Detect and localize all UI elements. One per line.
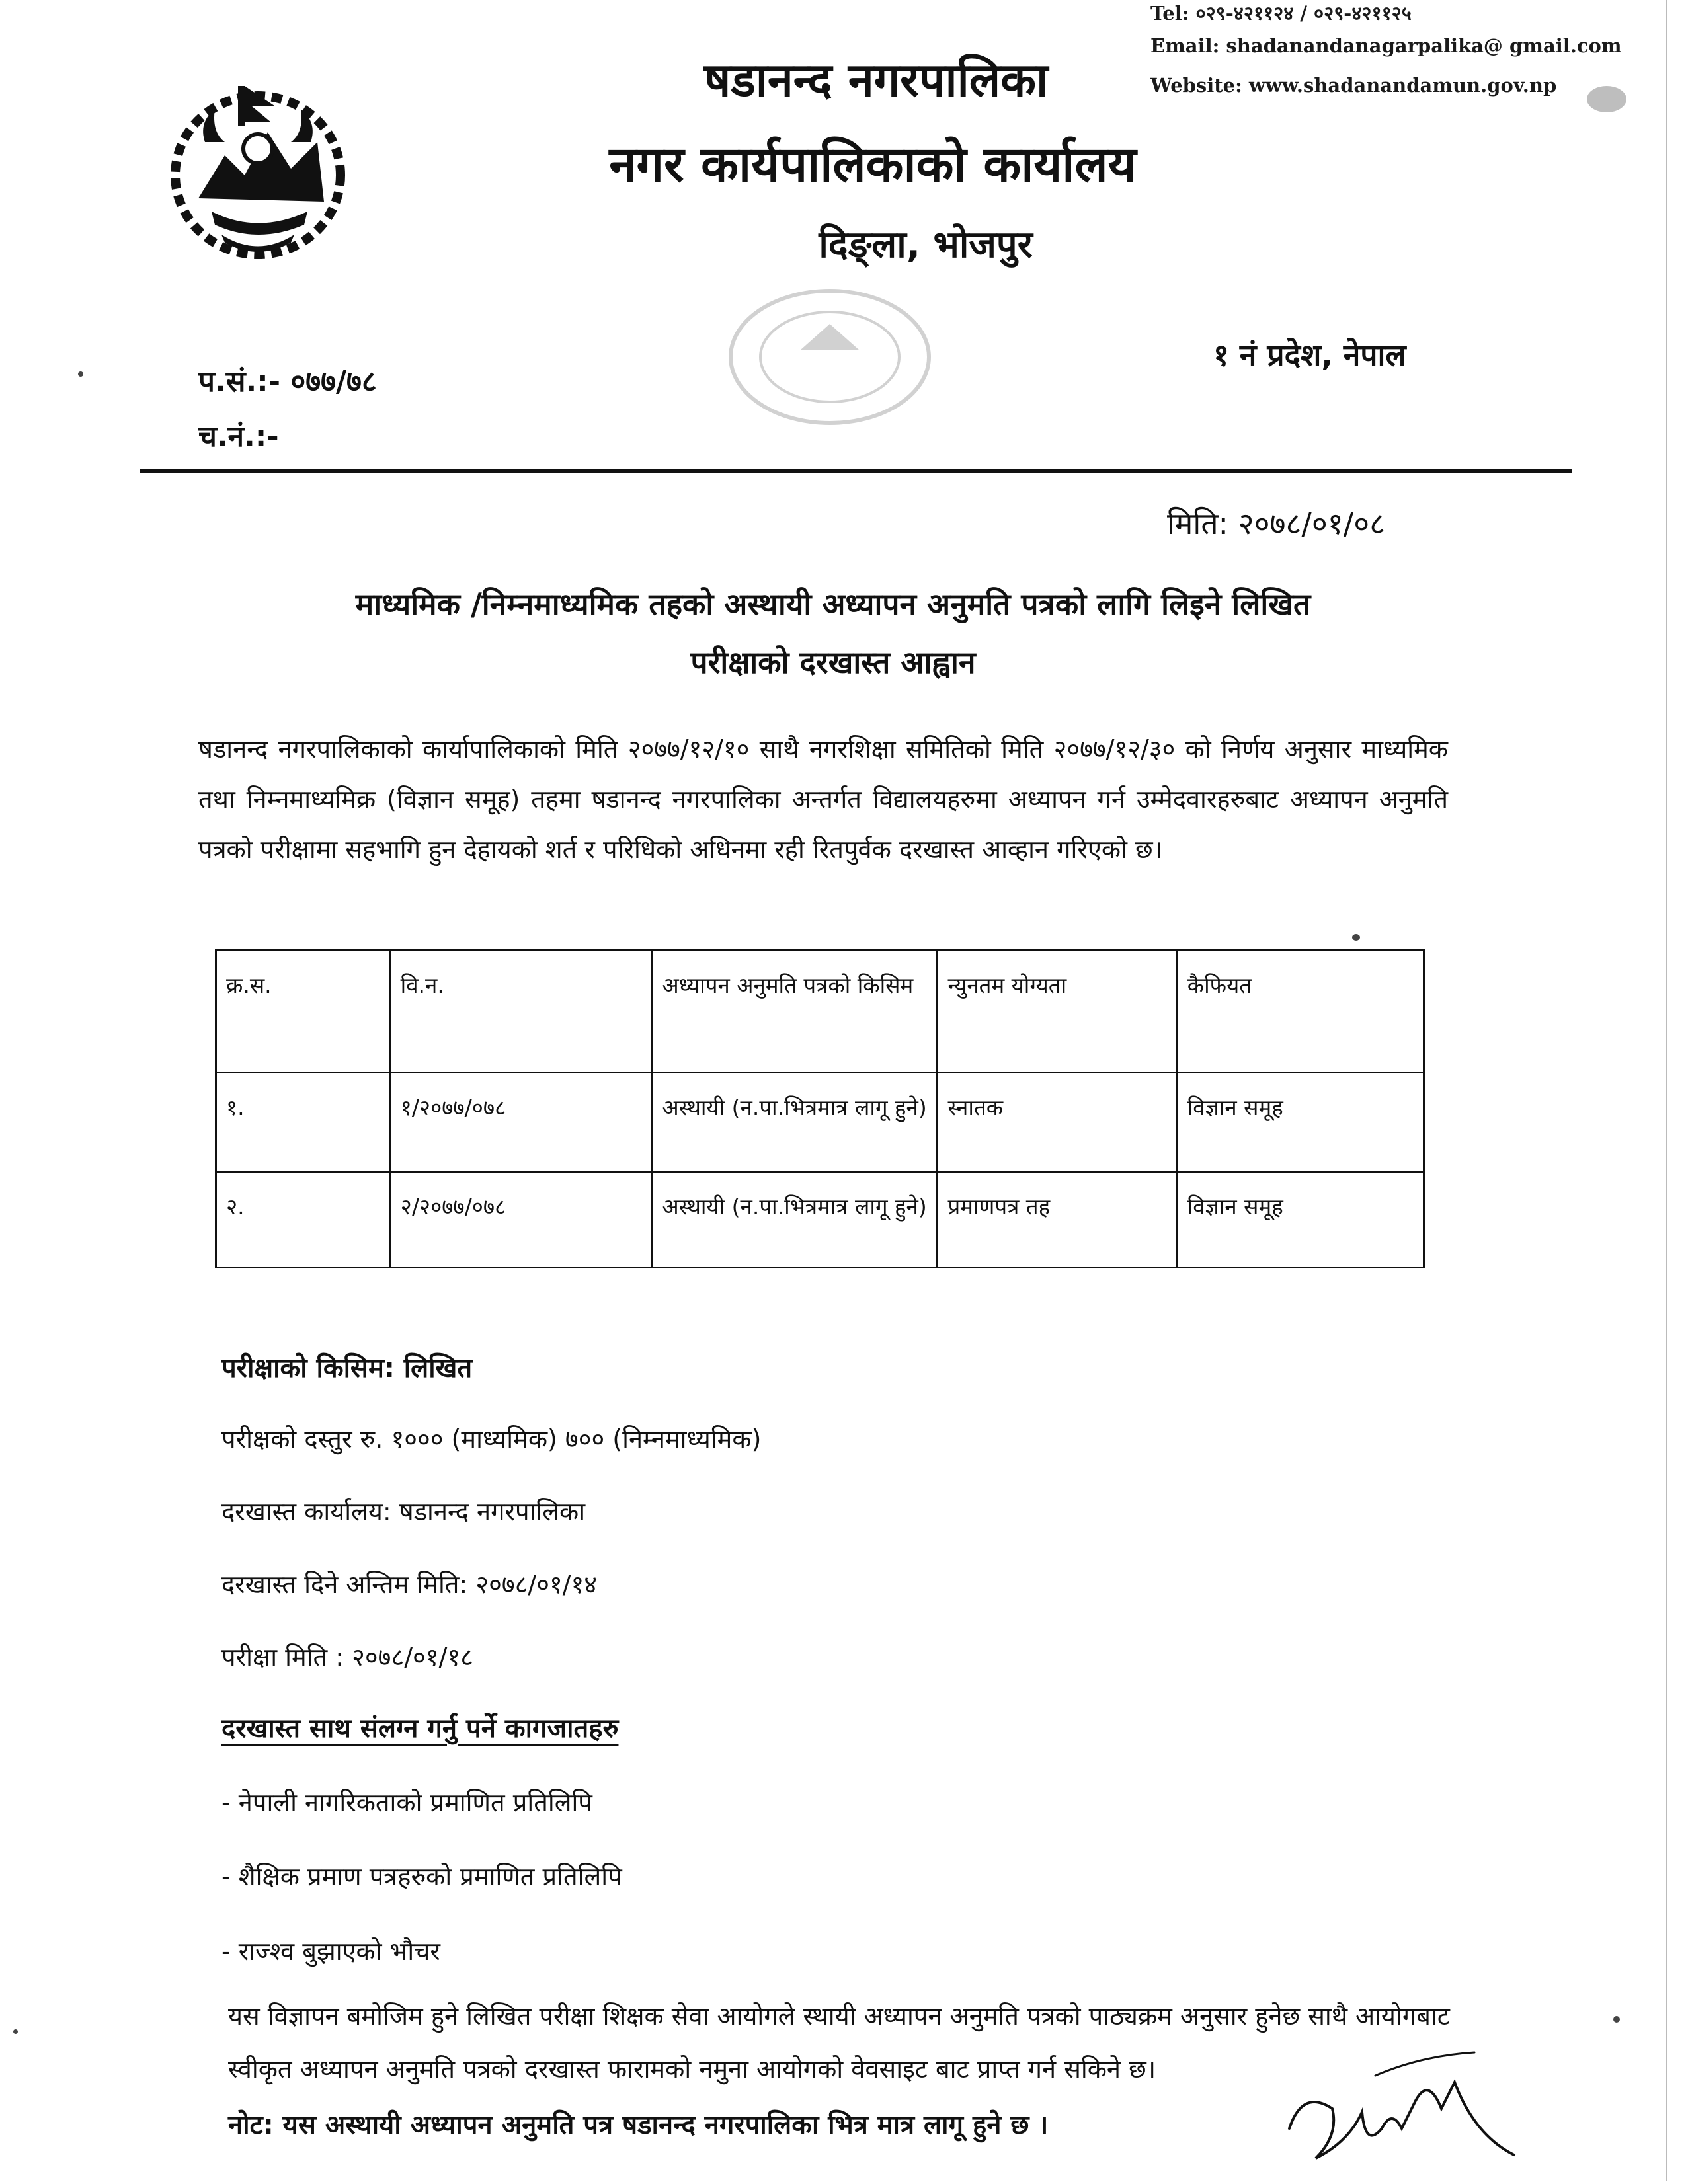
exam-fee: परीक्षको दस्तुर रु. १००० (माध्यमिक) ७०० (निम्नमाध्यमिक) bbox=[221, 1424, 762, 1454]
table-cell: स्नातक bbox=[938, 1073, 1177, 1172]
scan-speck bbox=[78, 371, 83, 377]
exam-date: परीक्षा मिति : २०७८/०१/१८ bbox=[221, 1643, 473, 1672]
header-divider bbox=[140, 469, 1572, 473]
notice-title-line1: माध्यमिक /निम्नमाध्यमिक तहको अस्थायी अध्यापन अनुमति पत्रको लागि लिइने लिखित bbox=[355, 586, 1311, 622]
application-deadline: दरखास्त दिने अन्तिम मिति: २०७८/०१/१४ bbox=[221, 1570, 598, 1599]
office-location: दिङ्ला, भोजपुर bbox=[819, 223, 1033, 266]
intro-paragraph: षडानन्द नगरपालिकाको कार्यापालिकाको मिति २०७७/१२/१० साथै नगरशिक्षा समितिको मिति २०७७/१२/३० को निर्णय अनुसार माध्यमिक तथा निम्नमाध्यमिक्र (विज्ञान समूह) तहमा षडानन्द नगरपालिका अन्तर्गत विद्यालयहरुमा अध्यापन गर्न उम्मेदवारहरुबाट अध्यापन अनुमति पत्रको परीक्षामा सहभागि हुन देहायको शर्त र परिधिको अधिनमा रही रितपुर्वक दरखास्त आव्हान गरिएको छ। bbox=[198, 734, 1448, 864]
scan-speck bbox=[1352, 934, 1360, 941]
table-cell: १/२०७७/०७८ bbox=[390, 1073, 652, 1172]
document-item: - शैक्षिक प्रमाण पत्रहरुको प्रमाणित प्रतिलिपि bbox=[221, 1862, 622, 1891]
table-cell: २/२०७७/०७८ bbox=[390, 1172, 652, 1268]
province-label: १ नं प्रदेश, नेपाल bbox=[1213, 337, 1406, 373]
nepal-emblem bbox=[159, 69, 357, 268]
contact-phone: Tel: ०२९-४२११२४ / ०२९-४२११२५ bbox=[1150, 2, 1412, 24]
office-name: नगर कार्यपालिकाको कार्यालय bbox=[609, 136, 1137, 193]
contact-website: Website: www.shadanandamun.gov.np bbox=[1150, 74, 1557, 97]
notice-date: मिति: २०७८/०१/०८ bbox=[1167, 506, 1386, 541]
table-cell: अस्थायी (न.पा.भित्रमात्र लागू हुने) bbox=[652, 1172, 938, 1268]
note-line: नोट: यस अस्थायी अध्यापन अनुमति पत्र षडानन्द नगरपालिका भित्र मात्र लागू हुने छ । bbox=[228, 2110, 1049, 2140]
header-cell: क्र.स. bbox=[216, 951, 391, 1073]
header-cell: कैफियत bbox=[1177, 951, 1424, 1073]
closing-paragraph: यस विज्ञापन बमोजिम हुने लिखित परीक्षा शिक्षक सेवा आयोगले स्थायी अध्यापन अनुमति पत्रको पाठ्यक्रम अनुसार हुनेछ साथै आयोगबाट स्वीकृत अध्यापन अनुमति पत्रको दरखास्त फारामको नमुना आयोगको वेवसाइट बाट प्राप्त गर्न सकिने छ। bbox=[228, 2002, 1450, 2084]
header-cell: वि.न. bbox=[390, 951, 652, 1073]
scan-edge-line bbox=[1666, 0, 1667, 2181]
reference-number: प.सं.:- ०७७/७८ bbox=[198, 365, 377, 399]
dispatch-number: च.नं.:- bbox=[198, 420, 279, 453]
header-cell: न्युनतम योग्यता bbox=[938, 951, 1177, 1073]
table-row bbox=[216, 1172, 1424, 1268]
contact-email: Email: shadanandanagarpalika@ gmail.com bbox=[1150, 34, 1622, 57]
exam-type: परीक्षाको किसिम: लिखित bbox=[221, 1353, 473, 1384]
scan-speck bbox=[13, 2029, 18, 2034]
document-item: - राज्श्व बुझाएको भौचर bbox=[221, 1937, 440, 1966]
table-header-row bbox=[216, 951, 1424, 1073]
notice-title-line2: परीक्षाको दरखास्त आह्वान bbox=[690, 644, 976, 680]
table-row bbox=[216, 1073, 1424, 1172]
scan-smudge bbox=[1587, 86, 1626, 112]
documents-heading: दरखास्त साथ संलग्न गर्नु पर्ने कागजातहरु bbox=[221, 1713, 619, 1744]
application-office: दरखास्त कार्यालय: षडानन्द नगरपालिका bbox=[221, 1497, 586, 1526]
table-cell: अस्थायी (न.पा.भित्रमात्र लागू हुने) bbox=[652, 1073, 938, 1172]
license-table bbox=[215, 949, 1425, 1268]
municipality-name: षडानन्द नगरपालिका bbox=[703, 53, 1049, 107]
scan-speck bbox=[1613, 2016, 1620, 2023]
handwritten-signature bbox=[1276, 2049, 1554, 2181]
table-cell: प्रमाणपत्र तह bbox=[938, 1172, 1177, 1268]
table-cell: विज्ञान समूह bbox=[1177, 1172, 1424, 1268]
document-item: - नेपाली नागरिकताको प्रमाणित प्रतिलिपि bbox=[221, 1788, 592, 1817]
table-cell: २. bbox=[216, 1172, 391, 1268]
header-cell: अध्यापन अनुमति पत्रको किसिम bbox=[652, 951, 938, 1073]
office-seal-stamp bbox=[721, 278, 939, 430]
table-cell: १. bbox=[216, 1073, 391, 1172]
table-cell: विज्ञान समूह bbox=[1177, 1073, 1424, 1172]
